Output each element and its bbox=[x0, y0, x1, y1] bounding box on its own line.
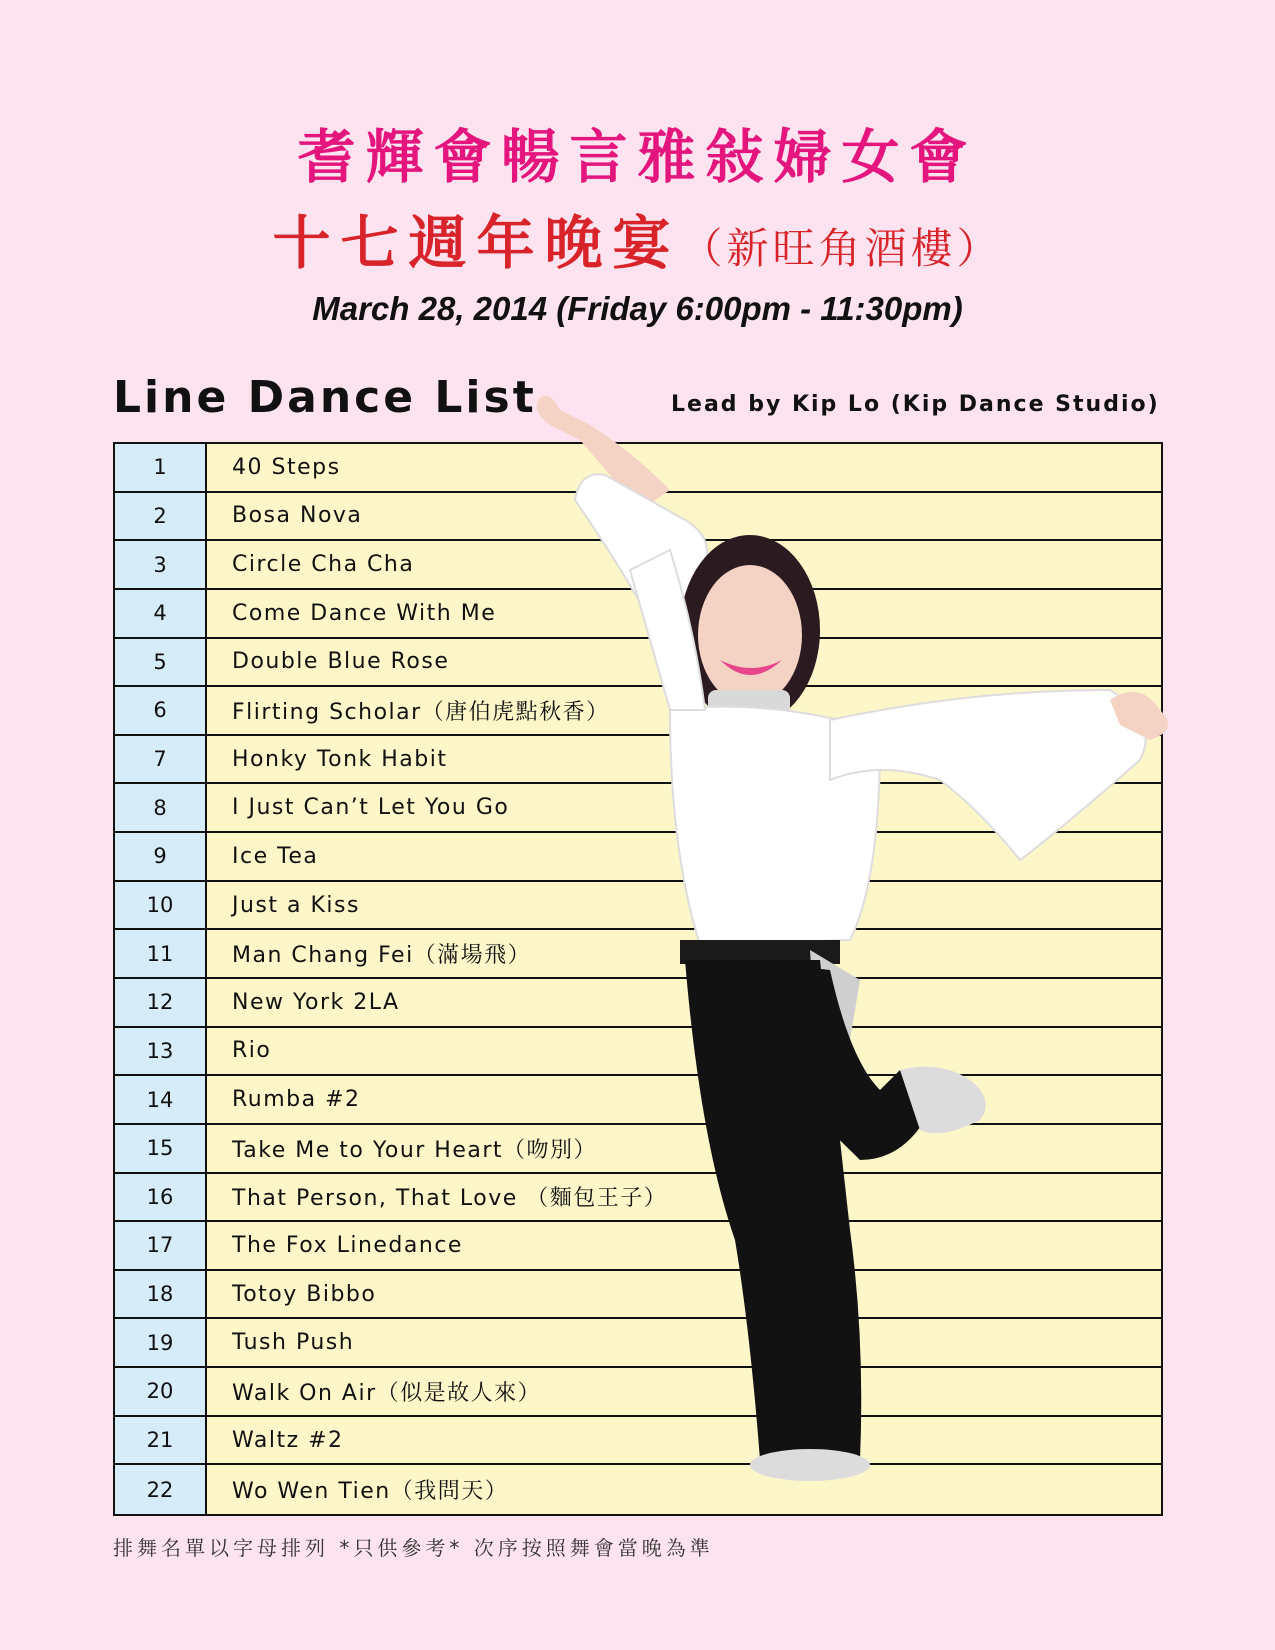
table-row bbox=[115, 1028, 1161, 1077]
table-row bbox=[115, 979, 1161, 1028]
table-row bbox=[115, 541, 1161, 590]
table-row bbox=[115, 882, 1161, 931]
dance-list-table bbox=[113, 442, 1163, 1516]
table-row bbox=[115, 1174, 1161, 1223]
dance-name: That Person, That Love （麵包王子） bbox=[232, 1186, 668, 1212]
footer-note: 排舞名單以字母排列 *只供參考* 次序按照舞會當晚為準 bbox=[113, 1536, 714, 1560]
dance-name: Rumba #2 bbox=[232, 1087, 361, 1113]
dance-number: 4 bbox=[115, 590, 207, 637]
event-name: 十七週年晚宴 bbox=[272, 209, 681, 277]
dance-name: Double Blue Rose bbox=[232, 649, 450, 675]
dance-name: Tush Push bbox=[232, 1330, 355, 1356]
dance-name: Circle Cha Cha bbox=[232, 552, 415, 578]
dance-name: Just a Kiss bbox=[232, 892, 360, 918]
dance-name: Man Chang Fei（滿場飛） bbox=[232, 943, 532, 969]
dance-number: 7 bbox=[115, 736, 207, 783]
dance-number: 2 bbox=[115, 493, 207, 540]
table-row bbox=[115, 444, 1161, 493]
dance-name: 40 Steps bbox=[232, 454, 341, 480]
dance-name: Walk On Air（似是故人來） bbox=[232, 1380, 542, 1406]
dance-name: Waltz #2 bbox=[232, 1427, 344, 1453]
table-row bbox=[115, 1222, 1161, 1271]
event-date: March 28, 2014 (Friday 6:00pm - 11:30pm) bbox=[312, 290, 963, 327]
table-row bbox=[115, 736, 1161, 785]
table-row bbox=[115, 1271, 1161, 1320]
dance-number: 17 bbox=[115, 1222, 207, 1269]
dance-number: 9 bbox=[115, 833, 207, 880]
dance-name: Honky Tonk Habit bbox=[232, 746, 448, 772]
dance-name: Bosa Nova bbox=[232, 503, 363, 529]
dance-number: 18 bbox=[115, 1271, 207, 1318]
table-row bbox=[115, 930, 1161, 979]
table-row bbox=[115, 1465, 1161, 1514]
dance-number: 3 bbox=[115, 541, 207, 588]
dance-number: 15 bbox=[115, 1125, 207, 1172]
dance-number: 13 bbox=[115, 1028, 207, 1075]
org-title: 耆輝會暢言雅敍婦女會 bbox=[297, 123, 978, 191]
dance-number: 14 bbox=[115, 1076, 207, 1123]
table-row bbox=[115, 639, 1161, 688]
table-row bbox=[115, 1319, 1161, 1368]
dance-number: 21 bbox=[115, 1417, 207, 1464]
dance-number: 20 bbox=[115, 1368, 207, 1415]
dance-number: 19 bbox=[115, 1319, 207, 1366]
dance-name: The Fox Linedance bbox=[232, 1232, 463, 1258]
dance-name: Ice Tea bbox=[232, 843, 319, 869]
dance-number: 5 bbox=[115, 639, 207, 686]
dance-number: 10 bbox=[115, 882, 207, 929]
dance-name: Wo Wen Tien（我問天） bbox=[232, 1479, 509, 1505]
dance-name: Flirting Scholar（唐伯虎點秋香） bbox=[232, 699, 610, 725]
dance-name: New York 2LA bbox=[232, 989, 400, 1015]
dance-number: 22 bbox=[115, 1465, 207, 1514]
table-row bbox=[115, 1368, 1161, 1417]
dance-number: 1 bbox=[115, 444, 207, 491]
dance-name: Take Me to Your Heart（吻別） bbox=[232, 1137, 598, 1163]
dance-name: I Just Can’t Let You Go bbox=[232, 795, 510, 821]
table-row bbox=[115, 1125, 1161, 1174]
dance-number: 6 bbox=[115, 687, 207, 734]
dance-name: Come Dance With Me bbox=[232, 600, 497, 626]
event-title bbox=[0, 196, 1275, 280]
dance-number: 16 bbox=[115, 1174, 207, 1221]
table-row bbox=[115, 833, 1161, 882]
dance-name: Totoy Bibbo bbox=[232, 1281, 377, 1307]
table-row bbox=[115, 590, 1161, 639]
table-row bbox=[115, 1076, 1161, 1125]
list-heading: Line Dance List bbox=[113, 372, 537, 423]
table-row bbox=[115, 784, 1161, 833]
dance-number: 12 bbox=[115, 979, 207, 1026]
lead-by-text: Lead by Kip Lo (Kip Dance Studio) bbox=[671, 392, 1160, 417]
table-row bbox=[115, 1417, 1161, 1466]
dance-name: Rio bbox=[232, 1038, 272, 1064]
dance-number: 8 bbox=[115, 784, 207, 831]
table-row bbox=[115, 493, 1161, 542]
dance-number: 11 bbox=[115, 930, 207, 977]
table-row bbox=[115, 687, 1161, 736]
venue-name: （新旺角酒樓） bbox=[680, 224, 1003, 273]
